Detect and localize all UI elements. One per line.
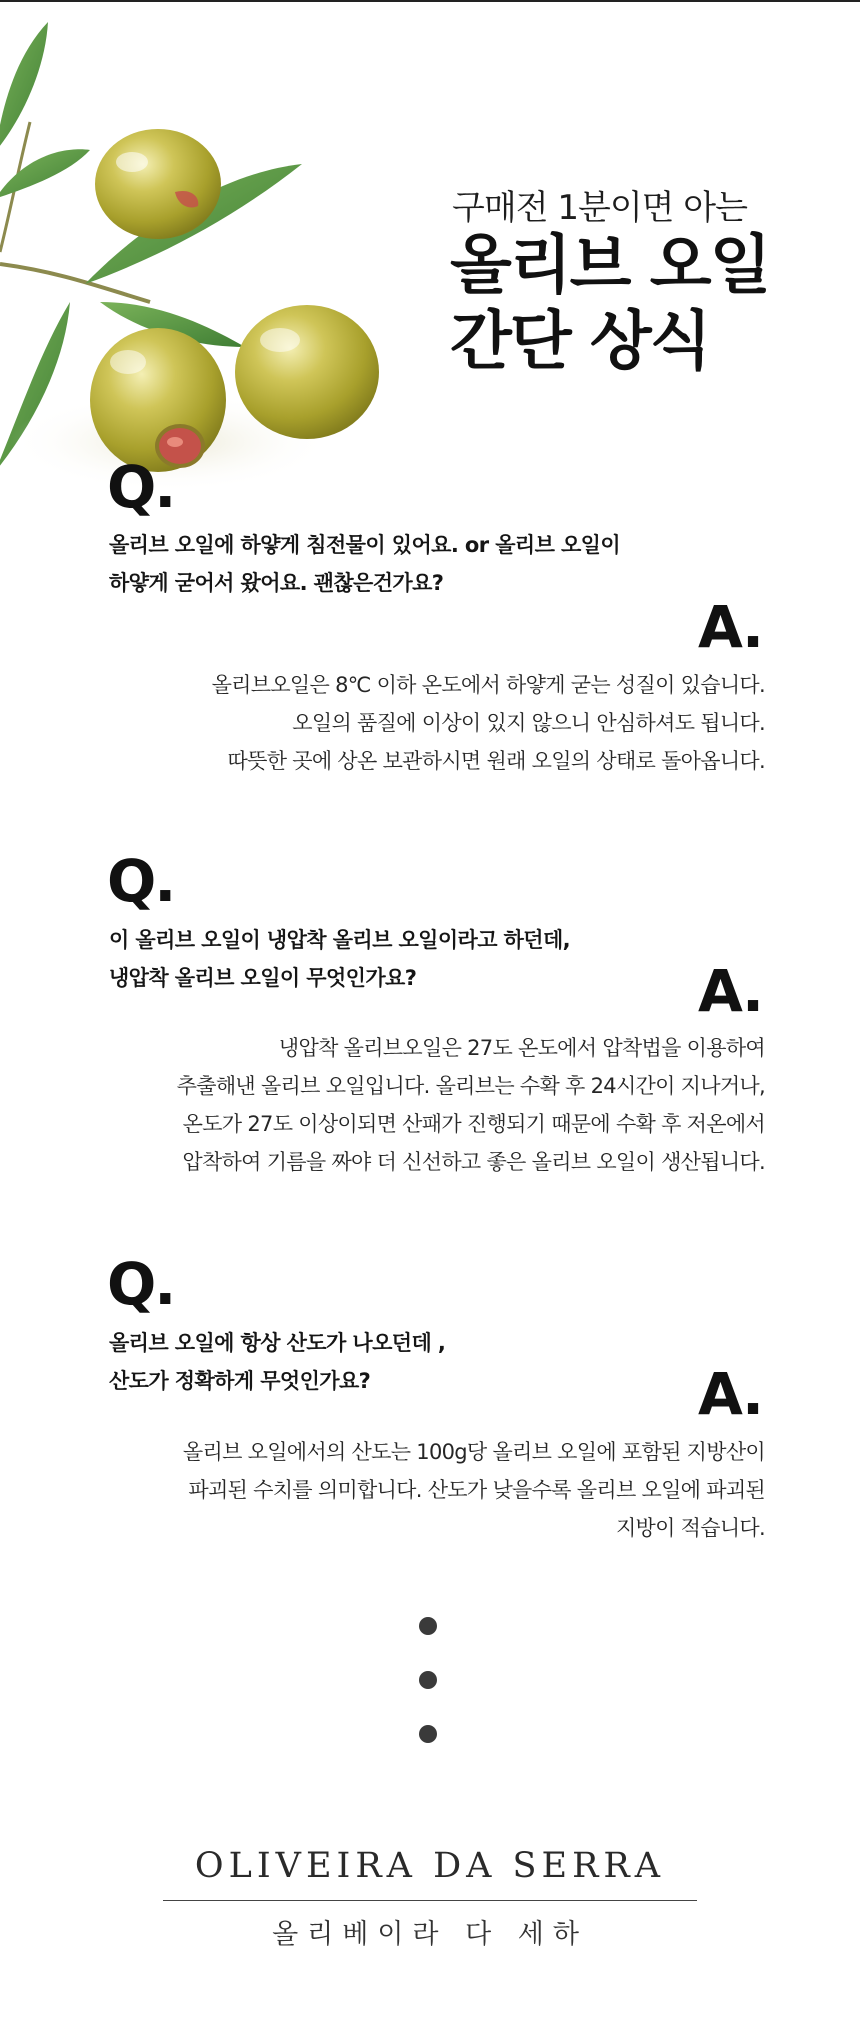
question-2: [109, 921, 570, 997]
continuation-dot: [419, 1617, 437, 1635]
answer-line: 올리브 오일에서의 산도는 100g당 올리브 오일에 포함된 지방산이: [182, 1440, 765, 1464]
answer-mark-2: A.: [698, 957, 762, 1025]
answer-line: 추출해낸 올리브 오일입니다. 올리브는 수확 후 24시간이 지나거나,: [176, 1074, 765, 1098]
intro-title-line: 간단 상식: [450, 305, 710, 379]
intro-title: [450, 228, 769, 380]
question-3: [109, 1324, 445, 1400]
question-line: 하얗게 굳어서 왔어요. 괜찮은건가요?: [109, 571, 444, 595]
answer-1: [212, 666, 765, 780]
brand-divider: [163, 1900, 697, 1901]
continuation-dot: [419, 1671, 437, 1689]
answer-line: 냉압착 올리브오일은 27도 온도에서 압착법을 이용하여: [278, 1036, 765, 1060]
olive-branch-illustration: [0, 2, 420, 512]
question-mark-3: Q.: [107, 1250, 175, 1318]
brand-name-english: OLIVEIRA DA SERRA: [194, 1846, 666, 1886]
question-line: 산도가 정확하게 무엇인가요?: [109, 1369, 371, 1393]
brand-name-korean: 올리베이라 다 세하: [272, 1919, 588, 1950]
question-line: 이 올리브 오일이 냉압착 올리브 오일이라고 하던데,: [109, 928, 571, 952]
answer-line: 오일의 품질에 이상이 있지 않으니 안심하셔도 됩니다.: [292, 711, 765, 735]
answer-line: 압착하여 기름을 짜야 더 신선하고 좋은 올리브 오일이 생산됩니다.: [182, 1150, 765, 1174]
continuation-dot: [419, 1725, 437, 1743]
question-line: 올리브 오일에 하얗게 침전물이 있어요. or 올리브 오일이: [109, 533, 621, 557]
question-1: [109, 526, 620, 602]
answer-line: 파괴된 수치를 의미합니다. 산도가 낮을수록 올리브 오일에 파괴된: [188, 1478, 765, 1502]
answer-3: [183, 1433, 765, 1547]
intro-title-line: 올리브 오일: [450, 229, 770, 303]
answer-mark-3: A.: [698, 1360, 762, 1428]
answer-line: 온도가 27도 이상이되면 산패가 진행되기 때문에 수확 후 저온에서: [182, 1112, 765, 1136]
question-mark-2: Q.: [107, 847, 175, 915]
answer-line: 올리브오일은 8℃ 이하 온도에서 하얗게 굳는 성질이 있습니다.: [211, 673, 765, 697]
answer-2: [177, 1029, 765, 1181]
question-mark-1: Q.: [107, 453, 175, 521]
intro-subtitle: 구매전 1분이면 아는: [452, 188, 747, 228]
question-line: 올리브 오일에 항상 산도가 나오던데 ,: [109, 1331, 446, 1355]
question-line: 냉압착 올리브 오일이 무엇인가요?: [109, 966, 417, 990]
answer-mark-1: A.: [698, 593, 762, 661]
answer-line: 따뜻한 곳에 상온 보관하시면 원래 오일의 상태로 돌아옵니다.: [227, 749, 765, 773]
answer-line: 지방이 적습니다.: [615, 1516, 765, 1540]
